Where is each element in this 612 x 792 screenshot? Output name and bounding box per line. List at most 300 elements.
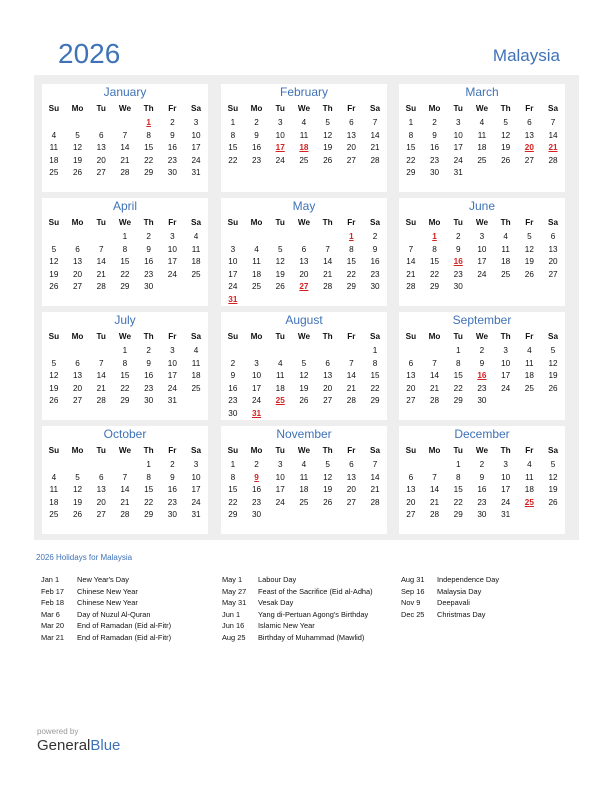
month-september (399, 312, 565, 420)
day-cell: 8 (122, 358, 128, 368)
day-cell: 2 (170, 118, 175, 127)
day-cell: 8 (432, 244, 437, 254)
holiday-name: Chinese New Year (77, 598, 138, 607)
holiday-name: Deepavali (437, 598, 470, 607)
day-cell: 21 (406, 269, 416, 279)
holiday-day-cell: 25 (275, 396, 285, 405)
day-cell: 22 (228, 155, 238, 165)
day-cell: 25 (49, 168, 59, 177)
day-cell: 14 (429, 485, 440, 494)
day-cell: 21 (323, 269, 333, 279)
day-cell: 13 (346, 130, 356, 140)
holiday-name: Christmas Day (437, 609, 486, 619)
day-cell: 26 (72, 510, 83, 519)
brand-logo[interactable] (37, 737, 120, 754)
month-november (221, 426, 387, 534)
day-cell: 13 (299, 257, 309, 266)
day-cell: 26 (548, 497, 558, 507)
day-cell: 20 (96, 497, 106, 507)
day-cell: 28 (96, 396, 106, 405)
day-cell: 28 (370, 497, 380, 507)
day-cell: 12 (49, 371, 59, 380)
day-cell: 11 (299, 472, 309, 482)
day-cell: 19 (548, 485, 558, 494)
holiday-day-cell: 1 (349, 232, 354, 241)
day-cell: 6 (349, 118, 354, 127)
day-cell: 10 (501, 472, 511, 482)
day-cell: 18 (49, 155, 59, 165)
brand-blue: Blue (90, 737, 121, 754)
day-cell: 16 (144, 257, 154, 266)
weekday-header: Tu (96, 218, 106, 227)
holiday-date: Nov 9 (401, 598, 421, 607)
day-cell: 3 (479, 232, 485, 241)
day-cell: 24 (275, 497, 285, 507)
day-cell: 21 (120, 155, 130, 165)
day-cell: 16 (370, 257, 380, 266)
day-cell: 14 (406, 257, 416, 266)
month-october (42, 426, 208, 534)
day-cell: 28 (548, 155, 558, 165)
day-cell: 27 (96, 168, 106, 177)
holiday-name: Yang di-Pertuan Agong's Birthday (258, 609, 369, 619)
day-cell: 9 (170, 130, 175, 140)
day-cell: 27 (323, 396, 333, 405)
weekday-header: Sa (191, 446, 202, 455)
day-cell: 11 (191, 244, 201, 254)
day-cell: 21 (370, 143, 380, 152)
holiday-name: Vesak Day (258, 598, 294, 607)
day-cell: 17 (167, 371, 177, 380)
day-cell: 24 (477, 269, 487, 279)
month-title: May (292, 199, 316, 213)
day-cell: 15 (228, 485, 238, 494)
day-cell: 13 (406, 485, 416, 494)
month-march (399, 84, 565, 192)
holiday-day-cell: 31 (251, 408, 262, 418)
day-cell: 11 (477, 130, 487, 140)
day-cell: 30 (251, 510, 262, 519)
day-cell: 6 (349, 460, 354, 469)
day-cell: 6 (75, 244, 80, 254)
day-cell: 19 (548, 371, 558, 380)
day-cell: 17 (167, 257, 177, 266)
day-cell: 18 (191, 257, 201, 266)
holiday-date: May 1 (222, 575, 243, 584)
holiday-name: Day of Nuzul Al-Quran (77, 609, 151, 619)
day-cell: 14 (96, 371, 106, 380)
holiday-date: May 31 (222, 598, 247, 607)
day-cell: 23 (167, 155, 177, 165)
day-cell: 19 (323, 485, 333, 494)
day-cell: 23 (370, 269, 380, 279)
holiday-date: Mar 20 (41, 621, 65, 630)
weekday-header: Sa (548, 218, 559, 227)
weekday-header: Sa (370, 218, 381, 227)
day-cell: 13 (406, 371, 416, 380)
day-cell: 8 (349, 244, 354, 254)
day-cell: 13 (72, 371, 83, 380)
holiday-name: Independence Day (437, 575, 500, 584)
day-cell: 23 (251, 497, 262, 507)
day-cell: 3 (277, 460, 283, 469)
day-cell: 1 (372, 346, 378, 355)
weekday-header: Su (405, 446, 417, 455)
day-cell: 14 (120, 485, 130, 494)
weekday-header: Th (500, 332, 511, 341)
weekday-header: Fr (525, 332, 534, 341)
day-cell: 15 (144, 485, 154, 494)
calendar-grid (34, 75, 579, 540)
day-cell: 15 (144, 143, 154, 152)
holiday-date: Jun 16 (222, 621, 245, 630)
weekday-header: Fr (525, 446, 534, 455)
day-cell: 9 (455, 244, 461, 254)
day-cell: 26 (323, 497, 333, 507)
day-cell: 12 (323, 130, 333, 140)
day-cell: 23 (429, 155, 440, 165)
day-cell: 26 (275, 282, 285, 291)
holiday-date: Aug 25 (222, 632, 246, 642)
weekday-header: Fr (347, 104, 356, 113)
day-cell: 1 (408, 118, 414, 127)
weekday-header: Sa (370, 104, 381, 113)
day-cell: 19 (49, 383, 59, 393)
weekday-header: Th (322, 446, 333, 455)
weekday-header: Mo (250, 446, 263, 455)
day-cell: 16 (144, 371, 154, 380)
day-cell: 7 (408, 244, 414, 254)
holiday-date: Jan 1 (41, 575, 60, 584)
day-cell: 23 (144, 269, 154, 279)
weekday-header: Tu (453, 446, 463, 455)
day-cell: 20 (406, 497, 416, 507)
weekday-header: Su (48, 218, 60, 227)
day-cell: 9 (479, 358, 485, 368)
day-cell: 27 (548, 269, 558, 279)
day-cell: 30 (453, 282, 463, 291)
day-cell: 29 (406, 168, 416, 177)
weekday-header: Su (48, 104, 60, 113)
day-cell: 21 (120, 497, 130, 507)
day-cell: 20 (72, 269, 83, 279)
month-august (221, 312, 387, 420)
weekday-header: Mo (71, 218, 84, 227)
day-cell: 7 (550, 118, 556, 127)
day-cell: 24 (167, 383, 177, 393)
day-cell: 2 (230, 358, 236, 368)
day-cell: 10 (501, 358, 511, 368)
day-cell: 1 (230, 460, 236, 469)
weekday-header: Th (500, 218, 511, 227)
country-title: Malaysia (492, 46, 560, 65)
day-cell: 24 (501, 497, 511, 507)
day-cell: 20 (72, 383, 83, 393)
day-cell: 27 (406, 396, 416, 405)
day-cell: 22 (144, 155, 154, 165)
day-cell: 14 (370, 130, 380, 140)
holiday-day-cell: 1 (432, 232, 437, 241)
day-cell: 19 (501, 143, 511, 152)
weekday-header: Tu (275, 218, 285, 227)
day-cell: 10 (275, 130, 285, 140)
day-cell: 18 (49, 497, 59, 507)
day-cell: 16 (251, 485, 262, 494)
month-january (42, 84, 208, 192)
weekday-header: We (475, 332, 488, 341)
weekday-header: Su (227, 446, 239, 455)
day-cell: 29 (120, 282, 130, 291)
day-cell: 26 (72, 168, 83, 177)
weekday-header: Th (143, 332, 154, 341)
holiday-name: End of Ramadan (Eid al-Fitr) (77, 621, 172, 630)
day-cell: 25 (477, 155, 487, 165)
day-cell: 29 (453, 510, 463, 519)
day-cell: 3 (193, 118, 199, 127)
day-cell: 12 (299, 371, 309, 380)
day-cell: 23 (167, 497, 177, 507)
day-cell: 18 (524, 485, 534, 494)
day-cell: 22 (346, 269, 356, 279)
weekday-header: Th (500, 104, 511, 113)
weekday-header: Mo (71, 104, 84, 113)
day-cell: 27 (346, 155, 356, 165)
day-cell: 10 (191, 130, 201, 140)
weekday-header: Fr (347, 446, 356, 455)
holiday-name: Feast of the Sacrifice (Eid al-Adha) (258, 586, 373, 596)
weekday-header: Sa (370, 332, 381, 341)
day-cell: 12 (275, 257, 285, 266)
day-cell: 1 (122, 346, 128, 355)
day-cell: 27 (72, 282, 83, 291)
weekday-header: Sa (548, 446, 559, 455)
day-cell: 4 (301, 118, 307, 127)
day-cell: 10 (275, 472, 285, 482)
day-cell: 5 (75, 472, 80, 482)
day-cell: 5 (550, 460, 556, 469)
weekday-header: Tu (96, 104, 106, 113)
weekday-header: Sa (370, 446, 381, 455)
day-cell: 2 (432, 118, 437, 127)
day-cell: 25 (501, 269, 511, 279)
day-cell: 3 (455, 118, 461, 127)
weekday-header: Su (48, 332, 60, 341)
month-title: March (465, 85, 499, 99)
day-cell: 4 (277, 358, 283, 368)
weekday-header: Mo (71, 332, 84, 341)
holiday-day-cell: 18 (299, 143, 309, 152)
weekday-header: Sa (191, 218, 202, 227)
holiday-name: End of Ramadan (Eid al-Fitr) (77, 632, 172, 642)
weekday-header: Sa (548, 332, 559, 341)
day-cell: 16 (477, 485, 487, 494)
day-cell: 25 (191, 269, 201, 279)
day-cell: 28 (406, 282, 416, 291)
day-cell: 27 (406, 510, 416, 519)
day-cell: 8 (455, 358, 461, 368)
day-cell: 18 (501, 257, 511, 266)
day-cell: 14 (323, 257, 333, 266)
day-cell: 31 (167, 396, 177, 405)
day-cell: 15 (453, 371, 463, 380)
day-cell: 14 (370, 472, 380, 482)
weekday-header: Sa (191, 332, 202, 341)
day-cell: 7 (432, 472, 437, 482)
day-cell: 18 (275, 383, 285, 393)
holiday-day-cell: 21 (548, 143, 558, 152)
day-cell: 31 (191, 168, 201, 177)
day-cell: 9 (170, 472, 175, 482)
weekday-header: Fr (168, 446, 177, 455)
month-december (399, 426, 565, 534)
day-cell: 12 (323, 472, 333, 482)
weekday-header: Tu (275, 446, 285, 455)
day-cell: 6 (98, 130, 104, 140)
day-cell: 3 (503, 346, 508, 355)
day-cell: 27 (96, 510, 106, 519)
day-cell: 5 (527, 232, 532, 241)
day-cell: 29 (346, 282, 356, 291)
day-cell: 7 (98, 244, 104, 254)
weekday-header: Mo (71, 446, 84, 455)
weekday-header: Tu (453, 332, 463, 341)
day-cell: 23 (144, 383, 154, 393)
day-cell: 25 (49, 510, 59, 519)
day-cell: 22 (406, 155, 416, 165)
weekday-header: Mo (250, 104, 263, 113)
day-cell: 15 (370, 371, 380, 380)
day-cell: 15 (429, 257, 440, 266)
day-cell: 5 (503, 118, 508, 127)
day-cell: 20 (346, 143, 356, 152)
holiday-date: Feb 18 (41, 598, 65, 607)
day-cell: 23 (477, 383, 487, 393)
month-title: July (114, 313, 136, 327)
day-cell: 7 (432, 358, 437, 368)
day-cell: 5 (277, 244, 283, 254)
day-cell: 5 (51, 244, 57, 254)
day-cell: 30 (144, 282, 154, 291)
day-cell: 5 (325, 118, 330, 127)
day-cell: 12 (548, 472, 558, 482)
weekday-header: We (118, 218, 131, 227)
weekday-header: We (475, 446, 488, 455)
day-cell: 3 (254, 358, 259, 368)
month-title: February (279, 85, 329, 99)
day-cell: 2 (455, 232, 461, 241)
day-cell: 2 (254, 460, 259, 469)
day-cell: 17 (191, 485, 201, 494)
day-cell: 25 (299, 155, 309, 165)
day-cell: 16 (167, 143, 177, 152)
day-cell: 22 (370, 383, 380, 393)
day-cell: 10 (167, 358, 177, 368)
year-title: 2026 (58, 38, 121, 69)
day-cell: 19 (72, 497, 83, 507)
weekday-header: Mo (428, 332, 441, 341)
holiday-date: May 27 (222, 586, 247, 596)
day-cell: 22 (120, 383, 130, 393)
day-cell: 3 (170, 232, 175, 241)
weekday-header: We (475, 218, 488, 227)
day-cell: 23 (453, 269, 463, 279)
weekday-header: We (118, 104, 131, 113)
day-cell: 23 (477, 497, 487, 507)
day-cell: 30 (228, 408, 238, 418)
day-cell: 7 (122, 472, 128, 482)
day-cell: 15 (406, 143, 416, 152)
day-cell: 21 (370, 485, 380, 494)
day-cell: 17 (228, 269, 238, 279)
day-cell: 30 (477, 510, 487, 519)
day-cell: 20 (299, 269, 309, 279)
weekday-header: Su (405, 104, 417, 113)
weekday-header: We (297, 104, 310, 113)
day-cell: 10 (167, 244, 177, 254)
day-cell: 21 (96, 269, 106, 279)
day-cell: 2 (372, 232, 378, 241)
day-cell: 6 (408, 472, 414, 482)
weekday-header: We (475, 104, 488, 113)
day-cell: 19 (323, 143, 333, 152)
day-cell: 6 (98, 472, 104, 482)
day-cell: 9 (479, 472, 485, 482)
day-cell: 9 (230, 371, 236, 380)
weekday-header: We (297, 218, 310, 227)
day-cell: 9 (432, 130, 437, 140)
day-cell: 1 (122, 232, 128, 241)
day-cell: 7 (349, 358, 354, 368)
weekday-header: We (118, 332, 131, 341)
day-cell: 24 (275, 155, 285, 165)
holiday-day-cell: 31 (228, 294, 238, 304)
month-july (42, 312, 208, 420)
holiday-name: New Year's Day (77, 575, 129, 584)
day-cell: 29 (429, 282, 440, 291)
day-cell: 9 (146, 244, 151, 254)
month-title: June (468, 199, 496, 213)
day-cell: 1 (230, 118, 236, 127)
holiday-day-cell: 27 (299, 282, 309, 291)
weekday-header: Fr (347, 218, 356, 227)
day-cell: 13 (72, 257, 83, 266)
day-cell: 2 (479, 460, 485, 469)
holiday-date: Mar 21 (41, 632, 65, 642)
day-cell: 8 (122, 244, 128, 254)
day-cell: 6 (550, 232, 556, 241)
day-cell: 12 (72, 143, 83, 152)
day-cell: 1 (146, 460, 151, 469)
weekday-header: Fr (525, 104, 534, 113)
weekday-header: Mo (428, 218, 441, 227)
day-cell: 24 (167, 269, 177, 279)
day-cell: 15 (346, 257, 356, 266)
month-title: September (452, 313, 512, 327)
holiday-name: Birthday of Muhammad (Mawlid) (258, 632, 365, 642)
holiday-name: Labour Day (258, 575, 297, 584)
weekday-header: Su (227, 332, 239, 341)
weekday-header: Th (322, 332, 333, 341)
weekday-header: We (118, 446, 131, 455)
day-cell: 7 (98, 358, 104, 368)
day-cell: 11 (525, 472, 534, 482)
day-cell: 27 (72, 396, 83, 405)
holiday-date: Sep 16 (401, 586, 425, 596)
day-cell: 10 (251, 371, 262, 380)
day-cell: 24 (191, 497, 201, 507)
day-cell: 13 (96, 485, 106, 494)
weekday-header: Fr (347, 332, 356, 341)
